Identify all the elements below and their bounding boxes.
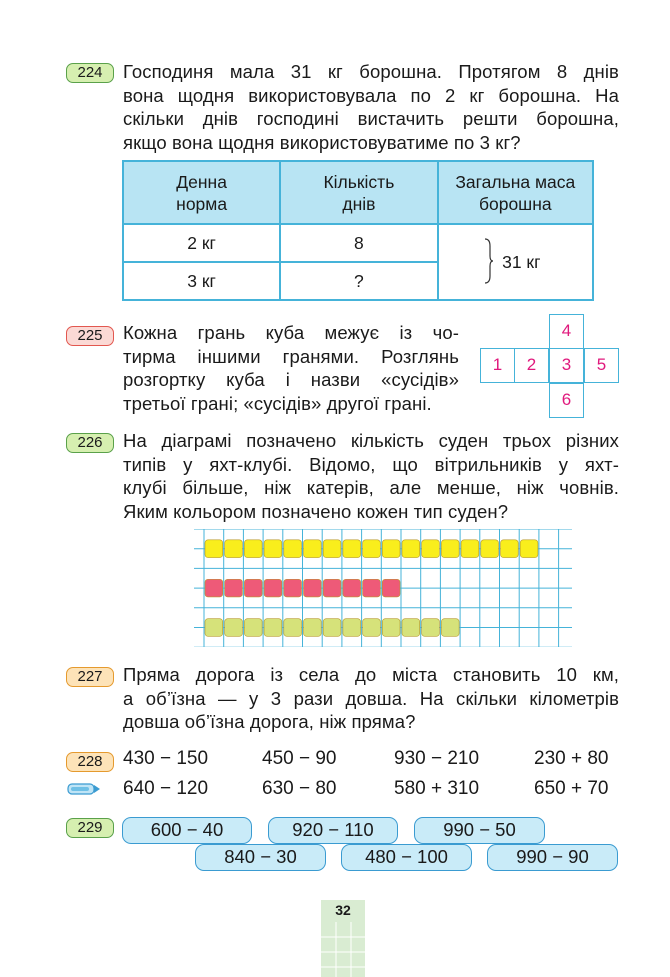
text-line: типів у яхт-клубі. Відомо, що вітрильників у яхт- [123, 453, 619, 475]
text-line: скільки днів господині вистачить решти борошна, [123, 108, 619, 129]
bar-unit-light-green [205, 619, 223, 637]
text-line: довша об’їзна дорога, ніж пряма? [123, 711, 416, 732]
cube-face-5: 5 [584, 348, 619, 383]
bar-unit-red [284, 579, 302, 597]
bar-unit-light-green [284, 619, 302, 637]
bar-unit-light-green [225, 619, 243, 637]
exercise-number-226: 226 [66, 433, 114, 453]
text-line: вона щодня використовувала по 2 кг борошна. На [123, 84, 619, 106]
text-line: На діаграмі позначено кількість суден трьох різних [123, 430, 619, 451]
text-line: Господиня мала 31 кг борошна. Протягом 8 днів [123, 61, 619, 82]
bar-unit-yellow [402, 540, 420, 558]
bar-unit-yellow [481, 540, 499, 558]
boat-chart [194, 529, 572, 647]
cube-face-3: 3 [549, 348, 584, 383]
cube-face-6: 6 [549, 383, 584, 418]
bar-unit-yellow [363, 540, 381, 558]
bar-unit-red [363, 579, 381, 597]
text-line: а об’їзна — у 3 рази довша. На скільки кілометрів [123, 687, 619, 709]
bar-unit-red [382, 579, 400, 597]
table-cell: 3 кг [123, 262, 280, 300]
bar-unit-red [225, 579, 243, 597]
bar-unit-light-green [304, 619, 322, 637]
bar-unit-yellow [205, 540, 223, 558]
exercise-number-229: 229 [66, 818, 114, 838]
bar-unit-light-green [343, 619, 361, 637]
bar-unit-yellow [284, 540, 302, 558]
exercise-number-225: 225 [66, 326, 114, 346]
bar-unit-red [264, 579, 282, 597]
exercise-226-text [123, 429, 619, 523]
expression: 640 − 120 [123, 778, 209, 799]
bar-unit-red [343, 579, 361, 597]
exercise-227-text [123, 663, 619, 734]
bar-unit-yellow [225, 540, 243, 558]
bar-unit-yellow [343, 540, 361, 558]
table-header: Кількість днів [280, 161, 437, 224]
table-header: Денна норма [123, 161, 280, 224]
bar-unit-light-green [422, 619, 440, 637]
bar-unit-light-green [323, 619, 341, 637]
table-cell: 8 [280, 224, 437, 262]
expression: 580 + 310 [394, 778, 480, 799]
exercise-225-text [123, 321, 459, 415]
bar-unit-red [304, 579, 322, 597]
page-number: 32 [335, 902, 351, 918]
expression: 930 − 210 [394, 748, 480, 769]
exercise-224-text [123, 60, 619, 154]
flour-table [122, 160, 594, 301]
text-line: Кожна грань куба межує із чо- [123, 322, 459, 343]
table-cell: 2 кг [123, 224, 280, 262]
bar-unit-yellow [520, 540, 538, 558]
expression-pill: 920 − 110 [268, 817, 398, 844]
bar-unit-light-green [382, 619, 400, 637]
expression-pill: 990 − 50 [414, 817, 545, 844]
expression: 230 + 80 [534, 748, 609, 769]
exercise-number-228: 228 [66, 752, 114, 772]
expression: 650 + 70 [534, 778, 609, 799]
expression-pill: 480 − 100 [341, 844, 472, 871]
text-line: третьої грані; «сусідів» другої грані. [123, 392, 432, 414]
bar-unit-yellow [441, 540, 459, 558]
bar-unit-red [244, 579, 262, 597]
text-line: якщо вона щодня використовуватиме по 3 кг? [123, 131, 521, 153]
bar-unit-light-green [264, 619, 282, 637]
exercise-number-227: 227 [66, 667, 114, 687]
bar-unit-light-green [244, 619, 262, 637]
text-line: Пряма дорога із села до міста становить 10 км, [123, 664, 619, 685]
bar-unit-yellow [382, 540, 400, 558]
cube-face-4: 4 [549, 314, 584, 349]
text-line: Яким кольором позначено кожен тип суден? [123, 500, 509, 522]
bar-unit-yellow [501, 540, 519, 558]
bar-unit-red [205, 579, 223, 597]
bar-unit-yellow [264, 540, 282, 558]
bar-unit-yellow [422, 540, 440, 558]
expression-pill: 840 − 30 [195, 844, 326, 871]
expression: 450 − 90 [262, 748, 337, 769]
cube-face-1: 1 [480, 348, 515, 383]
text-line: клубі більше, ніж катерів, але менше, ніж човнів. [123, 477, 619, 498]
expression-pill: 600 − 40 [122, 817, 252, 844]
bar-unit-yellow [244, 540, 262, 558]
table-cell-total: 31 кг [438, 224, 593, 300]
table-header: Загальна маса борошна [438, 161, 593, 224]
bar-unit-light-green [363, 619, 381, 637]
brace-icon [484, 238, 494, 284]
pencil-icon [67, 782, 101, 796]
exercise-number-224: 224 [66, 63, 114, 83]
text-line: розгортку куба і назви «сусідів» [123, 369, 459, 390]
bar-unit-yellow [323, 540, 341, 558]
cube-net [480, 314, 620, 420]
expression-pill: 990 − 90 [487, 844, 618, 871]
bar-unit-yellow [304, 540, 322, 558]
bar-unit-light-green [402, 619, 420, 637]
cube-face-2: 2 [514, 348, 549, 383]
bar-unit-light-green [441, 619, 459, 637]
expression: 430 − 150 [123, 748, 209, 769]
text-line: тирма іншими гранями. Розглянь [123, 345, 459, 367]
bar-unit-red [323, 579, 341, 597]
table-cell: ? [280, 262, 437, 300]
bar-unit-yellow [461, 540, 479, 558]
expression: 630 − 80 [262, 778, 337, 799]
